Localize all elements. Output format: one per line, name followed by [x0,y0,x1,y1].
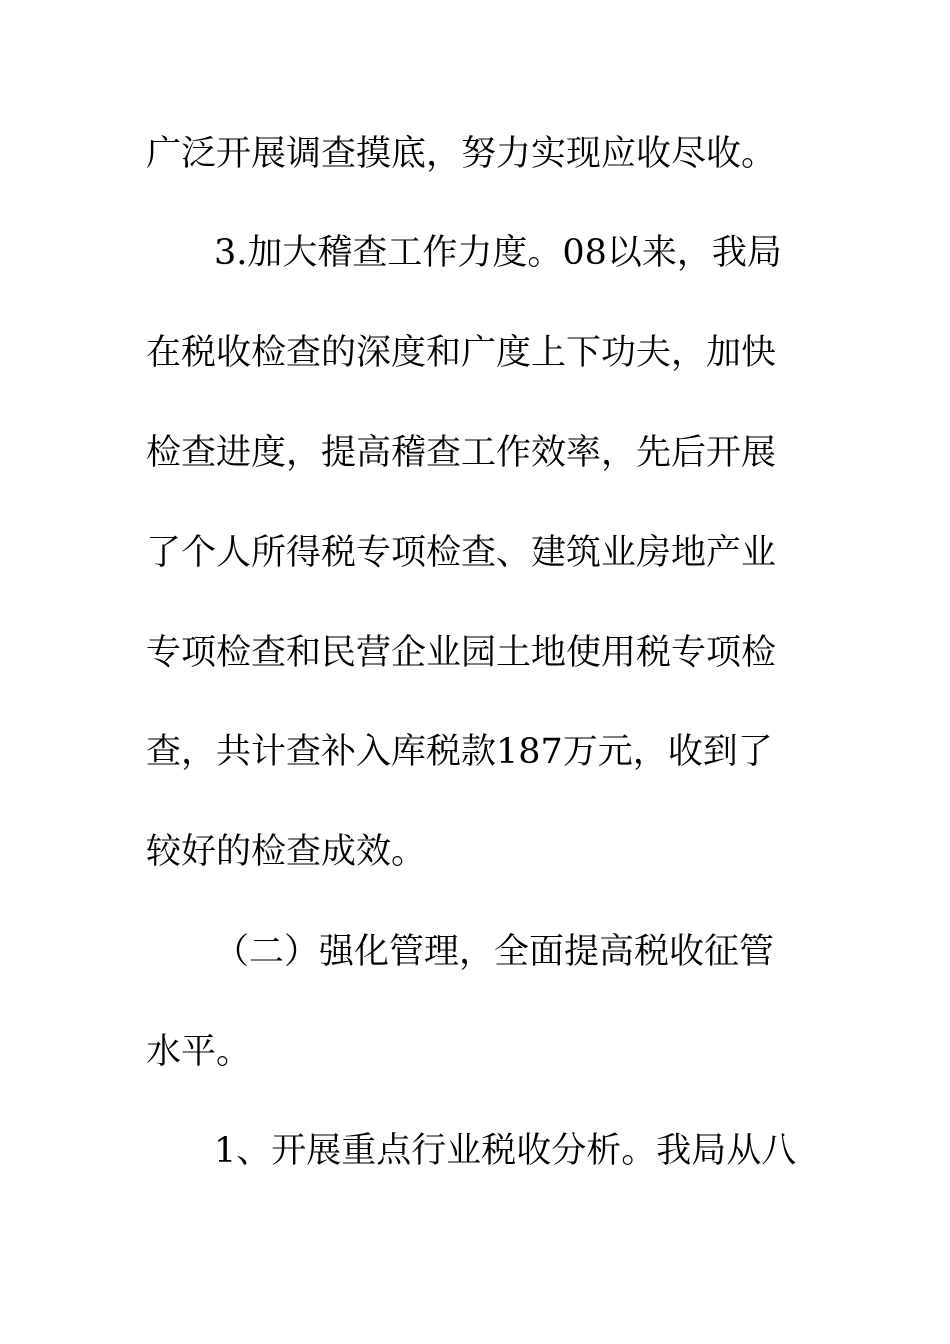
text-line: 水平。 [146,1032,252,1072]
text-line: 专项检查和民营企业园土地使用税专项检 [146,633,777,673]
text-line: 3.加大稽查工作力度。08以来，我局 [214,233,782,273]
text-line: 在税收检查的深度和广度上下功夫，加快 [146,333,777,373]
text-line: 查，共计查补入库税款187万元，收到了 [146,732,773,772]
text-line: 广泛开展调查摸底，努力实现应收尽收。 [146,134,777,174]
text-line: 检查进度，提高稽查工作效率，先后开展 [146,433,777,473]
text-line: 1、开展重点行业税收分析。我局从八 [214,1131,797,1171]
section-heading: （二）强化管理，全面提高税收征管 [214,932,775,972]
text-line: 较好的检查成效。 [146,832,427,872]
text-line: 了个人所得税专项检查、建筑业房地产业 [146,533,777,573]
